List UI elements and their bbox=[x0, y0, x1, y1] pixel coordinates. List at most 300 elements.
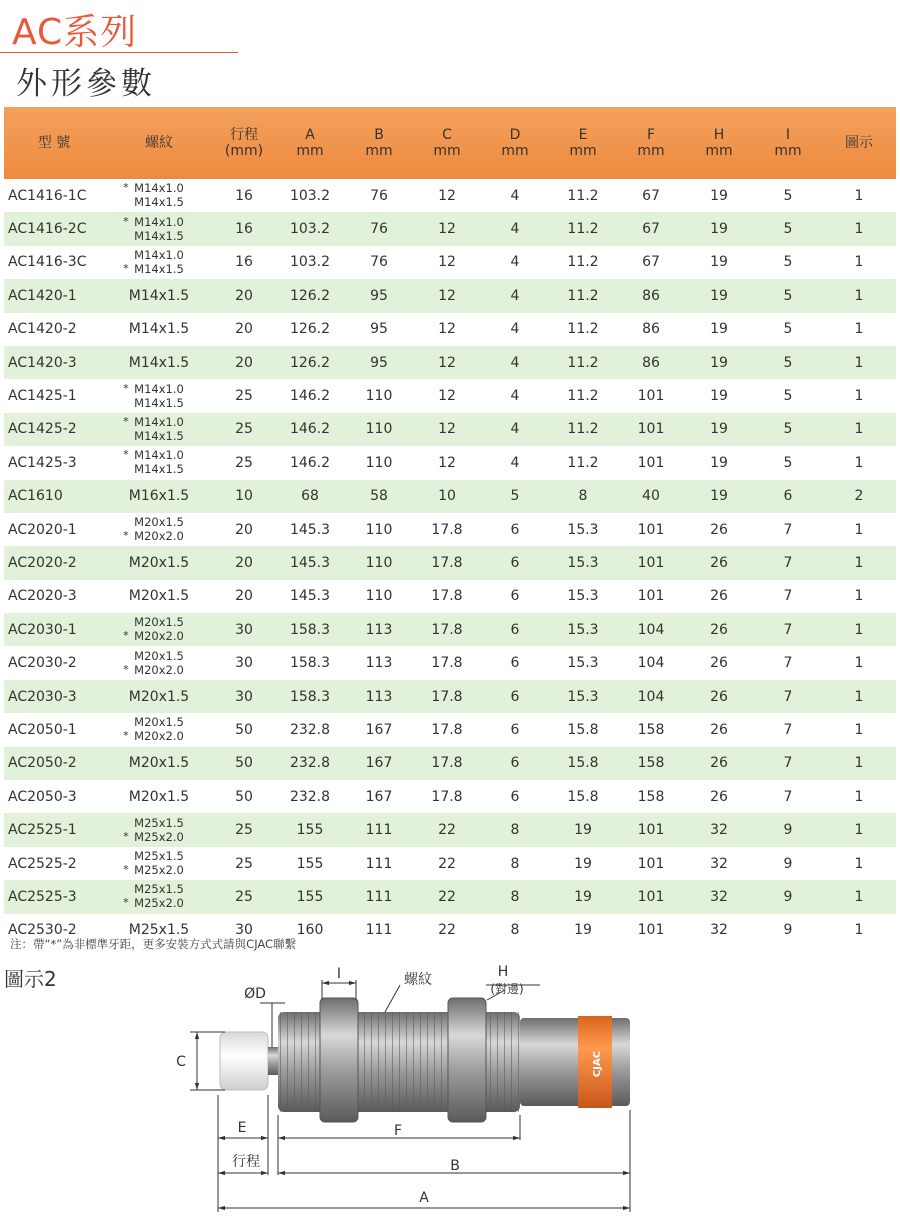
column-header-label: A bbox=[305, 127, 315, 143]
column-header-unit: mm bbox=[705, 143, 733, 159]
cell-fig: 2 bbox=[854, 488, 864, 505]
nonstandard-marker: * bbox=[123, 863, 129, 876]
cell-f: 104 bbox=[637, 621, 665, 638]
cell-model: AC2030-2 bbox=[8, 655, 77, 672]
cell-i: 7 bbox=[783, 688, 793, 705]
thread-text: M14x1.0 bbox=[134, 448, 184, 463]
thread-text: M20x2.0 bbox=[134, 729, 184, 744]
cell-thread bbox=[104, 646, 214, 679]
column-header bbox=[548, 107, 618, 179]
cell-i: 7 bbox=[783, 721, 793, 738]
cell-a: 126.2 bbox=[289, 287, 331, 304]
thread-spec bbox=[129, 589, 189, 603]
cell-h: 19 bbox=[710, 454, 728, 471]
cell-stroke: 30 bbox=[235, 922, 253, 939]
cell-f: 101 bbox=[637, 822, 665, 839]
cell-stroke: 25 bbox=[235, 421, 253, 438]
cell-d: 6 bbox=[510, 521, 520, 538]
cell-model: AC2525-3 bbox=[8, 888, 77, 905]
cell-a: 155 bbox=[296, 888, 324, 905]
cell-fig: 1 bbox=[854, 721, 864, 738]
thread-text: M20x1.5 bbox=[134, 648, 184, 663]
cell-e: 15.3 bbox=[567, 588, 599, 605]
cell-h: 32 bbox=[710, 822, 728, 839]
table-header-row bbox=[4, 107, 896, 179]
cell-d: 4 bbox=[510, 321, 520, 338]
column-header-unit: mm bbox=[501, 143, 529, 159]
column-header bbox=[412, 107, 482, 179]
cell-thread bbox=[104, 446, 214, 479]
cell-e: 11.2 bbox=[567, 221, 599, 238]
cell-model: AC2050-1 bbox=[8, 721, 77, 738]
cell-fig: 1 bbox=[854, 321, 864, 338]
thread-line bbox=[134, 429, 184, 443]
column-header-label: 型 號 bbox=[37, 135, 71, 151]
thread-spec bbox=[129, 356, 189, 370]
cell-b: 111 bbox=[365, 855, 393, 872]
cell-c: 12 bbox=[438, 354, 456, 371]
title-underline bbox=[0, 52, 238, 53]
cell-stroke: 20 bbox=[235, 354, 253, 371]
cell-h: 32 bbox=[710, 855, 728, 872]
cell-a: 103.2 bbox=[289, 221, 331, 238]
cell-f: 86 bbox=[642, 321, 660, 338]
column-header-label: D bbox=[509, 127, 521, 143]
column-header-label: C bbox=[442, 127, 452, 143]
cell-thread bbox=[104, 346, 214, 379]
thread-spec bbox=[123, 515, 184, 544]
cell-e: 15.8 bbox=[567, 755, 599, 772]
cell-model: AC1420-1 bbox=[8, 287, 77, 304]
cell-h: 19 bbox=[710, 488, 728, 505]
cell-fig: 1 bbox=[854, 822, 864, 839]
cell-model: AC1420-3 bbox=[8, 354, 77, 371]
cell-b: 95 bbox=[370, 287, 388, 304]
cell-h: 19 bbox=[710, 254, 728, 271]
cell-i: 7 bbox=[783, 755, 793, 772]
cell-b: 110 bbox=[365, 421, 393, 438]
thread-text: M20x1.5 bbox=[128, 588, 190, 605]
cell-thread bbox=[104, 713, 214, 746]
cell-fig: 1 bbox=[854, 388, 864, 405]
cell-fig: 1 bbox=[854, 287, 864, 304]
nonstandard-marker: * bbox=[123, 729, 129, 743]
nonstandard-marker: * bbox=[123, 529, 129, 543]
cell-h: 26 bbox=[710, 554, 728, 571]
table-row bbox=[4, 580, 896, 613]
thread-text: M14x1.5 bbox=[134, 228, 184, 243]
cell-b: 58 bbox=[370, 488, 388, 505]
thread-text: M25x1.5 bbox=[134, 815, 184, 830]
cell-a: 145.3 bbox=[289, 521, 331, 538]
nonstandard-marker: * bbox=[123, 214, 129, 228]
thread-line bbox=[129, 289, 189, 303]
cell-d: 4 bbox=[510, 421, 520, 438]
cell-b: 111 bbox=[365, 922, 393, 939]
cell-d: 6 bbox=[510, 554, 520, 571]
column-header-label: I bbox=[785, 127, 791, 143]
cell-b: 110 bbox=[365, 521, 393, 538]
thread-line bbox=[134, 462, 184, 476]
thread-text: M20x1.5 bbox=[128, 688, 190, 705]
cell-c: 12 bbox=[438, 221, 456, 238]
dim-label-E: E bbox=[237, 1120, 247, 1136]
body-tail bbox=[520, 1018, 630, 1106]
cell-a: 232.8 bbox=[289, 755, 331, 772]
cell-stroke: 20 bbox=[235, 521, 253, 538]
cell-fig: 1 bbox=[854, 454, 864, 471]
dim-label-A: A bbox=[419, 1190, 429, 1206]
cell-thread bbox=[104, 480, 214, 513]
cell-h: 26 bbox=[710, 655, 728, 672]
cell-a: 103.2 bbox=[289, 254, 331, 271]
cell-fig: 1 bbox=[854, 354, 864, 371]
table-row bbox=[4, 780, 896, 813]
thread-line bbox=[129, 589, 189, 603]
cell-model: AC2020-2 bbox=[8, 554, 77, 571]
cell-h: 26 bbox=[710, 621, 728, 638]
cell-model: AC1420-2 bbox=[8, 321, 77, 338]
thread-text: M20x1.5 bbox=[134, 515, 184, 530]
dim-label-B: B bbox=[450, 1158, 460, 1174]
thread-spec bbox=[123, 214, 184, 243]
thread-text: M14x1.0 bbox=[134, 214, 184, 229]
column-header-unit: (mm) bbox=[224, 143, 264, 159]
cell-f: 86 bbox=[642, 287, 660, 304]
cell-h: 26 bbox=[710, 521, 728, 538]
column-header-unit: mm bbox=[296, 143, 324, 159]
cell-e: 19 bbox=[574, 822, 592, 839]
thread-line bbox=[123, 414, 184, 429]
cell-f: 101 bbox=[637, 588, 665, 605]
cell-d: 8 bbox=[510, 822, 520, 839]
table-row bbox=[4, 880, 896, 913]
cell-stroke: 30 bbox=[235, 621, 253, 638]
cell-i: 6 bbox=[783, 488, 793, 505]
cell-d: 4 bbox=[510, 287, 520, 304]
thread-line bbox=[129, 690, 189, 704]
thread-line bbox=[134, 396, 184, 410]
thread-line bbox=[123, 629, 184, 644]
cell-thread bbox=[104, 847, 214, 880]
table-row bbox=[4, 513, 896, 546]
cell-h: 19 bbox=[710, 187, 728, 204]
cell-e: 15.3 bbox=[567, 655, 599, 672]
cell-fig: 1 bbox=[854, 554, 864, 571]
nonstandard-marker: * bbox=[123, 414, 129, 428]
column-header-unit: mm bbox=[774, 143, 802, 159]
cell-thread bbox=[104, 613, 214, 646]
cell-i: 7 bbox=[783, 621, 793, 638]
cell-f: 101 bbox=[637, 454, 665, 471]
cell-stroke: 50 bbox=[235, 788, 253, 805]
thread-line bbox=[123, 448, 184, 463]
thread-line bbox=[134, 515, 184, 529]
cell-e: 11.2 bbox=[567, 454, 599, 471]
dim-label-stroke: 行程 bbox=[232, 1154, 260, 1170]
cell-f: 40 bbox=[642, 488, 660, 505]
cell-model: AC1425-2 bbox=[8, 421, 77, 438]
cell-stroke: 25 bbox=[235, 855, 253, 872]
cell-a: 146.2 bbox=[289, 388, 331, 405]
column-header-label: B bbox=[374, 127, 384, 143]
brand-logo: CJAC bbox=[592, 1050, 603, 1078]
thread-text: M14x1.0 bbox=[134, 414, 184, 429]
cell-i: 5 bbox=[783, 254, 793, 271]
shock-absorber-diagram bbox=[0, 960, 900, 1226]
cell-c: 17.8 bbox=[431, 688, 463, 705]
cell-f: 158 bbox=[637, 755, 665, 772]
cell-d: 8 bbox=[510, 888, 520, 905]
table-row bbox=[4, 646, 896, 679]
cell-c: 12 bbox=[438, 388, 456, 405]
thread-text: M14x1.5 bbox=[134, 395, 184, 410]
cell-f: 101 bbox=[637, 554, 665, 571]
thread-text: M25x1.5 bbox=[128, 922, 190, 939]
thread-line bbox=[123, 261, 184, 276]
thread-line bbox=[123, 729, 184, 744]
column-header-unit: mm bbox=[569, 143, 597, 159]
cell-e: 19 bbox=[574, 922, 592, 939]
cell-h: 19 bbox=[710, 321, 728, 338]
thread-text: M20x2.0 bbox=[134, 662, 184, 677]
cell-h: 19 bbox=[710, 421, 728, 438]
cell-fig: 1 bbox=[854, 187, 864, 204]
column-header bbox=[618, 107, 684, 179]
cell-e: 11.2 bbox=[567, 187, 599, 204]
nonstandard-marker: * bbox=[123, 829, 129, 843]
table-row bbox=[4, 212, 896, 245]
thread-line bbox=[129, 756, 189, 770]
table-row bbox=[4, 179, 896, 212]
cell-a: 232.8 bbox=[289, 788, 331, 805]
cell-d: 5 bbox=[510, 488, 520, 505]
table-row bbox=[4, 747, 896, 780]
cell-e: 19 bbox=[574, 888, 592, 905]
thread-text: M14x1.0 bbox=[134, 181, 184, 196]
thread-text: M20x1.5 bbox=[128, 755, 190, 772]
cell-e: 11.2 bbox=[567, 321, 599, 338]
thread-line bbox=[134, 882, 184, 896]
table-row bbox=[4, 813, 896, 846]
thread-line bbox=[123, 529, 184, 544]
footnote: 注：帶“*”為非標準牙距，更多安裝方式式請與CJAC聯繫 bbox=[10, 937, 297, 951]
column-header bbox=[684, 107, 754, 179]
cell-h: 32 bbox=[710, 922, 728, 939]
cell-b: 76 bbox=[370, 187, 388, 204]
thread-line bbox=[134, 849, 184, 863]
thread-line bbox=[123, 181, 184, 196]
cell-b: 113 bbox=[365, 688, 393, 705]
cell-i: 5 bbox=[783, 354, 793, 371]
cell-fig: 1 bbox=[854, 521, 864, 538]
cell-fig: 1 bbox=[854, 655, 864, 672]
cell-f: 104 bbox=[637, 688, 665, 705]
cell-a: 145.3 bbox=[289, 588, 331, 605]
cell-b: 111 bbox=[365, 888, 393, 905]
dim-label-I: I bbox=[336, 966, 342, 982]
cell-b: 113 bbox=[365, 655, 393, 672]
cell-h: 19 bbox=[710, 221, 728, 238]
dim-label-H-sub: (對邊) bbox=[490, 982, 524, 996]
thread-spec bbox=[123, 849, 184, 877]
table-row bbox=[4, 613, 896, 646]
cell-e: 11.2 bbox=[567, 388, 599, 405]
thread-line bbox=[129, 489, 189, 503]
column-header bbox=[754, 107, 822, 179]
cell-stroke: 25 bbox=[235, 388, 253, 405]
cell-stroke: 25 bbox=[235, 822, 253, 839]
table-row bbox=[4, 713, 896, 746]
table-row bbox=[4, 480, 896, 513]
cell-e: 15.3 bbox=[567, 554, 599, 571]
cell-i: 7 bbox=[783, 554, 793, 571]
cell-i: 5 bbox=[783, 187, 793, 204]
thread-text: M20x1.5 bbox=[128, 554, 190, 571]
thread-spec bbox=[123, 181, 184, 210]
column-header bbox=[104, 107, 214, 179]
cell-c: 12 bbox=[438, 321, 456, 338]
thread-spec bbox=[123, 715, 184, 744]
cell-i: 5 bbox=[783, 388, 793, 405]
dim-label-C: C bbox=[176, 1054, 186, 1070]
cell-f: 101 bbox=[637, 855, 665, 872]
cell-h: 26 bbox=[710, 688, 728, 705]
thread-text: M16x1.5 bbox=[128, 488, 190, 505]
dim-label-OD: ØD bbox=[244, 986, 266, 1002]
cell-b: 167 bbox=[365, 755, 393, 772]
thread-spec bbox=[123, 815, 184, 844]
cell-i: 7 bbox=[783, 788, 793, 805]
thread-line bbox=[134, 649, 184, 663]
column-header bbox=[346, 107, 412, 179]
cell-f: 101 bbox=[637, 922, 665, 939]
thread-spec bbox=[123, 882, 184, 911]
cell-stroke: 16 bbox=[235, 187, 253, 204]
thread-line bbox=[129, 556, 189, 570]
cell-thread bbox=[104, 680, 214, 713]
cell-f: 158 bbox=[637, 788, 665, 805]
table-row bbox=[4, 413, 896, 446]
cell-f: 101 bbox=[637, 388, 665, 405]
cell-b: 110 bbox=[365, 554, 393, 571]
cell-i: 7 bbox=[783, 655, 793, 672]
cell-fig: 1 bbox=[854, 922, 864, 939]
thread-text: M25x2.0 bbox=[134, 829, 184, 844]
thread-text: M14x1.5 bbox=[128, 287, 190, 304]
cell-f: 101 bbox=[637, 521, 665, 538]
cell-f: 101 bbox=[637, 421, 665, 438]
thread-line bbox=[123, 662, 184, 677]
cell-i: 5 bbox=[783, 321, 793, 338]
cell-h: 19 bbox=[710, 388, 728, 405]
cell-f: 67 bbox=[642, 187, 660, 204]
cell-stroke: 25 bbox=[235, 888, 253, 905]
thread-text: M20x1.5 bbox=[128, 788, 190, 805]
cell-h: 26 bbox=[710, 721, 728, 738]
thread-text: M14x1.5 bbox=[128, 354, 190, 371]
cell-c: 17.8 bbox=[431, 755, 463, 772]
column-header-label: F bbox=[646, 127, 656, 143]
cell-thread bbox=[104, 379, 214, 412]
cell-stroke: 50 bbox=[235, 721, 253, 738]
cell-i: 9 bbox=[783, 822, 793, 839]
cell-b: 111 bbox=[365, 822, 393, 839]
cell-h: 19 bbox=[710, 287, 728, 304]
cell-fig: 1 bbox=[854, 221, 864, 238]
cell-i: 5 bbox=[783, 421, 793, 438]
cell-thread bbox=[104, 212, 214, 245]
cell-h: 26 bbox=[710, 588, 728, 605]
cell-c: 17.8 bbox=[431, 588, 463, 605]
cell-b: 95 bbox=[370, 354, 388, 371]
cell-d: 4 bbox=[510, 454, 520, 471]
nonstandard-marker: * bbox=[123, 448, 129, 462]
cell-c: 12 bbox=[438, 287, 456, 304]
cell-e: 15.3 bbox=[567, 621, 599, 638]
cell-d: 4 bbox=[510, 221, 520, 238]
thread-text: M14x1.0 bbox=[134, 247, 184, 262]
cell-a: 145.3 bbox=[289, 554, 331, 571]
cell-model: AC2030-1 bbox=[8, 621, 77, 638]
cell-i: 9 bbox=[783, 855, 793, 872]
cell-fig: 1 bbox=[854, 755, 864, 772]
cell-thread bbox=[104, 246, 214, 279]
cell-f: 67 bbox=[642, 254, 660, 271]
cell-model: AC2525-2 bbox=[8, 855, 77, 872]
cell-e: 8 bbox=[578, 488, 588, 505]
thread-line bbox=[129, 790, 189, 804]
cell-b: 167 bbox=[365, 721, 393, 738]
section-subtitle: 外形參數 bbox=[16, 66, 156, 102]
cell-b: 110 bbox=[365, 454, 393, 471]
cell-stroke: 16 bbox=[235, 254, 253, 271]
cell-a: 103.2 bbox=[289, 187, 331, 204]
cell-model: AC2030-3 bbox=[8, 688, 77, 705]
table-row bbox=[4, 446, 896, 479]
cell-d: 8 bbox=[510, 855, 520, 872]
cell-model: AC2530-2 bbox=[8, 922, 77, 939]
table-row bbox=[4, 379, 896, 412]
cell-c: 22 bbox=[438, 888, 456, 905]
nonstandard-marker: * bbox=[123, 662, 129, 676]
cell-d: 6 bbox=[510, 621, 520, 638]
cell-model: AC1425-1 bbox=[8, 388, 77, 405]
cell-model: AC2525-1 bbox=[8, 822, 77, 839]
cell-h: 32 bbox=[710, 888, 728, 905]
cell-a: 158.3 bbox=[289, 655, 331, 672]
thread-spec bbox=[129, 322, 189, 336]
cell-b: 167 bbox=[365, 788, 393, 805]
cell-fig: 1 bbox=[854, 888, 864, 905]
cell-f: 104 bbox=[637, 655, 665, 672]
cell-fig: 1 bbox=[854, 588, 864, 605]
thread-spec bbox=[123, 414, 184, 443]
thread-text: M25x1.5 bbox=[134, 882, 184, 897]
cell-a: 146.2 bbox=[289, 454, 331, 471]
cell-e: 15.3 bbox=[567, 521, 599, 538]
cell-d: 6 bbox=[510, 755, 520, 772]
cell-a: 158.3 bbox=[289, 688, 331, 705]
column-header bbox=[274, 107, 346, 179]
cell-c: 17.8 bbox=[431, 521, 463, 538]
thread-line bbox=[123, 829, 184, 844]
cell-stroke: 20 bbox=[235, 554, 253, 571]
nonstandard-marker: * bbox=[123, 896, 129, 910]
cell-thread bbox=[104, 780, 214, 813]
nonstandard-marker: * bbox=[123, 181, 129, 195]
cell-model: AC1416-1C bbox=[8, 187, 87, 204]
